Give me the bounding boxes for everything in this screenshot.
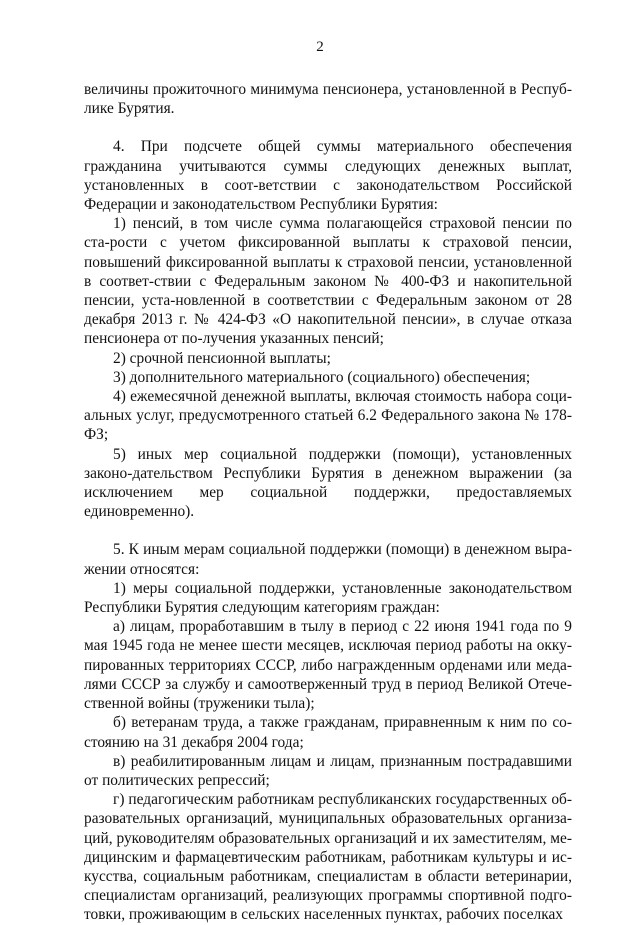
document-body — [84, 80, 572, 925]
paragraph: 1) пенсий, в том числе сумма полагающейся страховой пенсии по ста-рости с учетом фиксированной выплаты к страховой пенсии, повышений фиксированной выплаты к страховой пенсии, установленной в соответ-ствии с Федеральным законом № 400-ФЗ и накопительной пенсии, уста-новленной в соответствии с Федеральным законом от 28 декабря 2013 г. № 424-ФЗ «О накопительной пенсии», в случае отказа пенсионера от по-лучения указанных пенсий; — [84, 215, 572, 348]
paragraph: 5) иных мер социальной поддержки (помощи), установленных законо-дательством Республики Бурятия в денежном выражении (за исключением мер социальной поддержки, предоставляемых единовременно). — [84, 445, 572, 521]
paragraph: величины прожиточного минимума пенсионера, установленной в Респуб-лике Бурятия. — [84, 81, 572, 118]
paragraph: б) ветеранам труда, а также гражданам, приравненным к ним по со-стоянию на 31 декабря 2004 года; — [84, 714, 572, 751]
paragraph: 3) дополнительного материального (социального) обеспечения; — [113, 368, 531, 386]
paragraph: 1) меры социальной поддержки, установленные законодательством Республики Бурятия следующим категориям граждан: — [84, 579, 572, 617]
paragraph: в) реабилитированным лицам и лицам, признанным пострадавшими от политических репрессий; — [84, 752, 572, 789]
paragraph: 5. К иным мерам социальной поддержки (помощи) в денежном выра-жении относятся: — [84, 541, 572, 578]
page-number: 2 — [316, 39, 324, 55]
paragraph: 4. При подсчете общей суммы материального обеспечения гражданина учитываются суммы следующих денежных выплат, установленных в соот-ветствии с законодательством Российской Федерации и законодательством Республики Бурятия: — [84, 138, 572, 214]
paragraph: 2) срочной пенсионной выплаты; — [113, 349, 331, 367]
paragraph: г) педагогическим работникам республиканских государственных об-разовательных организаций, муниципальных образовательных организа-ций, руководителям образовательных организаций и их заместителям, ме-дицинским и фармацевтическим работникам, работникам культуры и ис-кусства, социальным работникам, специалистам в области ветеринарии, специалистам организаций, реализующих программы спортивной подго-товки, проживающим в сельских населенных пунктах, рабочих поселках — [84, 791, 572, 924]
paragraph: а) лицам, проработавшим в тылу в период с 22 июня 1941 года по 9 мая 1945 года не менее шести месяцев, исключая период работы на окку-пированных территориях СССР, либо награжденным орденами или меда-лями СССР за службу и самоотверженный труд в период Великой Отече-ственной войны (труженики тыла); — [84, 618, 572, 713]
paragraph: 4) ежемесячной денежной выплаты, включая стоимость набора соци-альных услуг, предусмотренного статьей 6.2 Федерального закона № 178-ФЗ; — [84, 388, 572, 444]
